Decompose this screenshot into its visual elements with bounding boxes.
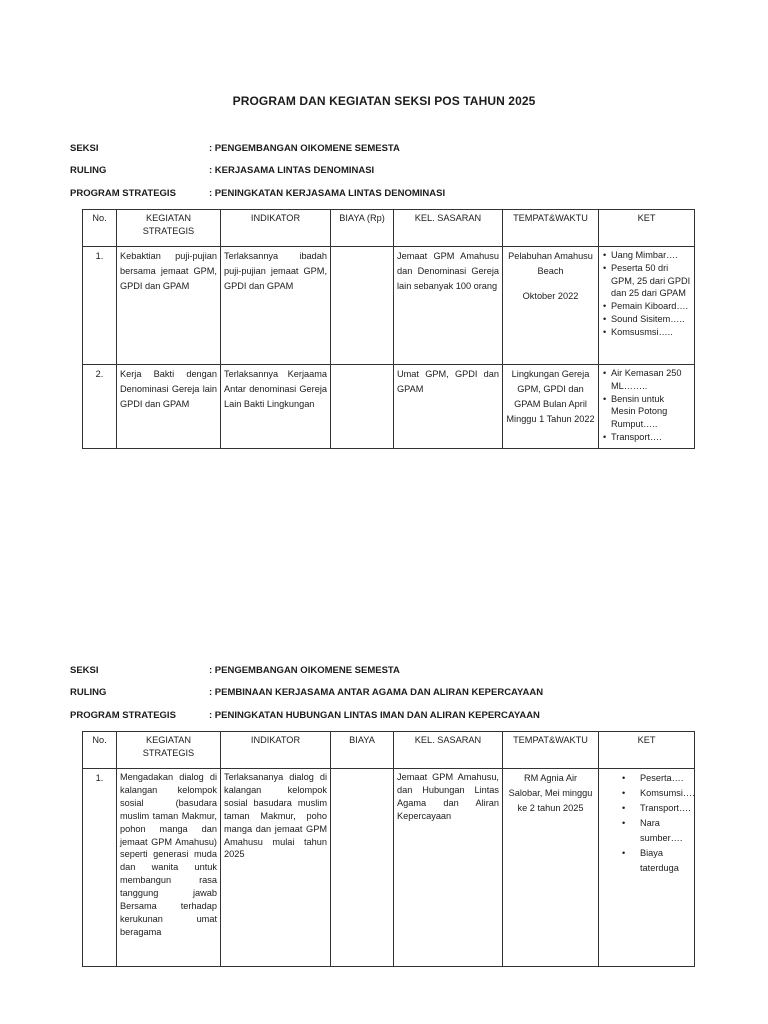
cell-biaya [331, 365, 394, 449]
program-table-2 [82, 731, 695, 967]
header-no: No. [83, 210, 117, 247]
cell-tempat [503, 247, 599, 365]
ruling-label: RULING [70, 687, 107, 698]
table-header-row [83, 732, 695, 769]
ket-item: • Sound Sisitem….. [602, 313, 691, 326]
cell-kegiatan: Kebaktian puji-pujian bersama jemaat GPM, GPDI dan GPAM [117, 247, 221, 365]
cell-kegiatan: Kerja Bakti dengan Denominasi Gereja lain GPDI dan GPAM [117, 365, 221, 449]
header-ket: KET [599, 210, 695, 247]
ket-item: • Komsumsi…. [602, 786, 691, 801]
ket-item: • Peserta…. [602, 771, 691, 786]
program-label: PROGRAM STRATEGIS [70, 188, 176, 199]
ket-item: • Bensin untuk Mesin Potong Rumput….. [602, 393, 691, 431]
cell-sasaran: Umat GPM, GPDI dan GPAM [394, 365, 503, 449]
ket-item: • Air Kemasan 250 ML…….. [602, 367, 691, 393]
cell-biaya [331, 247, 394, 365]
cell-indikator: Terlaksananya dialog di kalangan kelompok sosial basudara muslim taman Makmur, poho manga dan jemaat GPM Amahusu mulai tahun 2025 [221, 769, 331, 967]
cell-tempat: RM Agnia Air Salobar, Mei minggu ke 2 tahun 2025 [503, 769, 599, 967]
ruling-value: : KERJASAMA LINTAS DENOMINASI [209, 165, 375, 176]
table-row [83, 769, 695, 967]
header-indikator: INDIKATOR [221, 210, 331, 247]
table-header-row [83, 210, 695, 247]
cell-no: 1. [83, 769, 117, 967]
cell-ket [599, 247, 695, 365]
cell-kegiatan: Mengadakan dialog di kalangan kelompok sosial (basudara muslim taman Makmur, pohon manga dan jemaat GPM Amahusu) seperti generasi muda dan wanita untuk membangun rasa tanggung jawab Bersama terhadap kerukunan umat beragama [117, 769, 221, 967]
cell-tempat: Lingkungan Gereja GPM, GPDI dan GPAM Bulan April Minggu 1 Tahun 2022 [503, 365, 599, 449]
seksi-value: : PENGEMBANGAN OIKOMENE SEMESTA [209, 665, 400, 676]
seksi-label: SEKSI [70, 143, 99, 154]
cell-sasaran: Jemaat GPM Amahusu dan Denominasi Gereja lain sebanyak 100 orang [394, 247, 503, 365]
seksi-label: SEKSI [70, 665, 99, 676]
ket-item: • Pemain Kiboard…. [602, 300, 691, 313]
ket-item: • Komsusmsi….. [602, 326, 691, 339]
cell-no: 1. [83, 247, 117, 365]
cell-biaya [331, 769, 394, 967]
program-label: PROGRAM STRATEGIS [70, 710, 176, 721]
ket-item: • Transport…. [602, 431, 691, 444]
header-indikator: INDIKATOR [221, 732, 331, 769]
ket-item: • Peserta 50 dri GPM, 25 dari GPDI dan 25 dari GPAM [602, 262, 691, 300]
ket-item: • Biaya taterduga [602, 846, 691, 876]
header-sasaran: KEL. SASARAN [394, 732, 503, 769]
ket-item: • Uang Mimbar…. [602, 249, 691, 262]
cell-ket [599, 769, 695, 967]
program-table-1 [82, 209, 695, 449]
waktu-text: Oktober 2022 [522, 291, 579, 301]
ket-item: • Nara sumber…. [602, 816, 691, 846]
header-biaya: BIAYA (Rp) [331, 210, 394, 247]
table-row [83, 247, 695, 365]
header-kegiatan: KEGIATAN STRATEGIS [117, 732, 221, 769]
cell-ket [599, 365, 695, 449]
program-value: : PENINGKATAN KERJASAMA LINTAS DENOMINASI [209, 188, 446, 199]
ket-item: • Transport…. [602, 801, 691, 816]
tempat-text: Pelabuhan Amahusu Beach [508, 251, 593, 276]
cell-sasaran: Jemaat GPM Amahusu, dan Hubungan Lintas Agama dan Aliran Kepercayaan [394, 769, 503, 967]
header-ket: KET [599, 732, 695, 769]
header-tempat: TEMPAT&WAKTU [503, 732, 599, 769]
header-sasaran: KEL. SASARAN [394, 210, 503, 247]
program-value: : PENINGKATAN HUBUNGAN LINTAS IMAN DAN ALIRAN KEPERCAYAAN [209, 710, 540, 721]
cell-indikator: Terlaksannya Kerjaama Antar denominasi Gereja Lain Bakti Lingkungan [221, 365, 331, 449]
seksi-value: : PENGEMBANGAN OIKOMENE SEMESTA [209, 143, 400, 154]
header-no: No. [83, 732, 117, 769]
cell-indikator: Terlaksannya ibadah puji-pujian jemaat GPM, GPDI dan GPAM [221, 247, 331, 365]
cell-no: 2. [83, 365, 117, 449]
ruling-value: : PEMBINAAN KERJASAMA ANTAR AGAMA DAN ALIRAN KEPERCAYAAN [209, 687, 544, 698]
header-biaya: BIAYA [331, 732, 394, 769]
table-row [83, 365, 695, 449]
ruling-label: RULING [70, 165, 107, 176]
header-tempat: TEMPAT&WAKTU [503, 210, 599, 247]
page-title: PROGRAM DAN KEGIATAN SEKSI POS TAHUN 2025 [232, 94, 536, 108]
header-kegiatan: KEGIATAN STRATEGIS [117, 210, 221, 247]
